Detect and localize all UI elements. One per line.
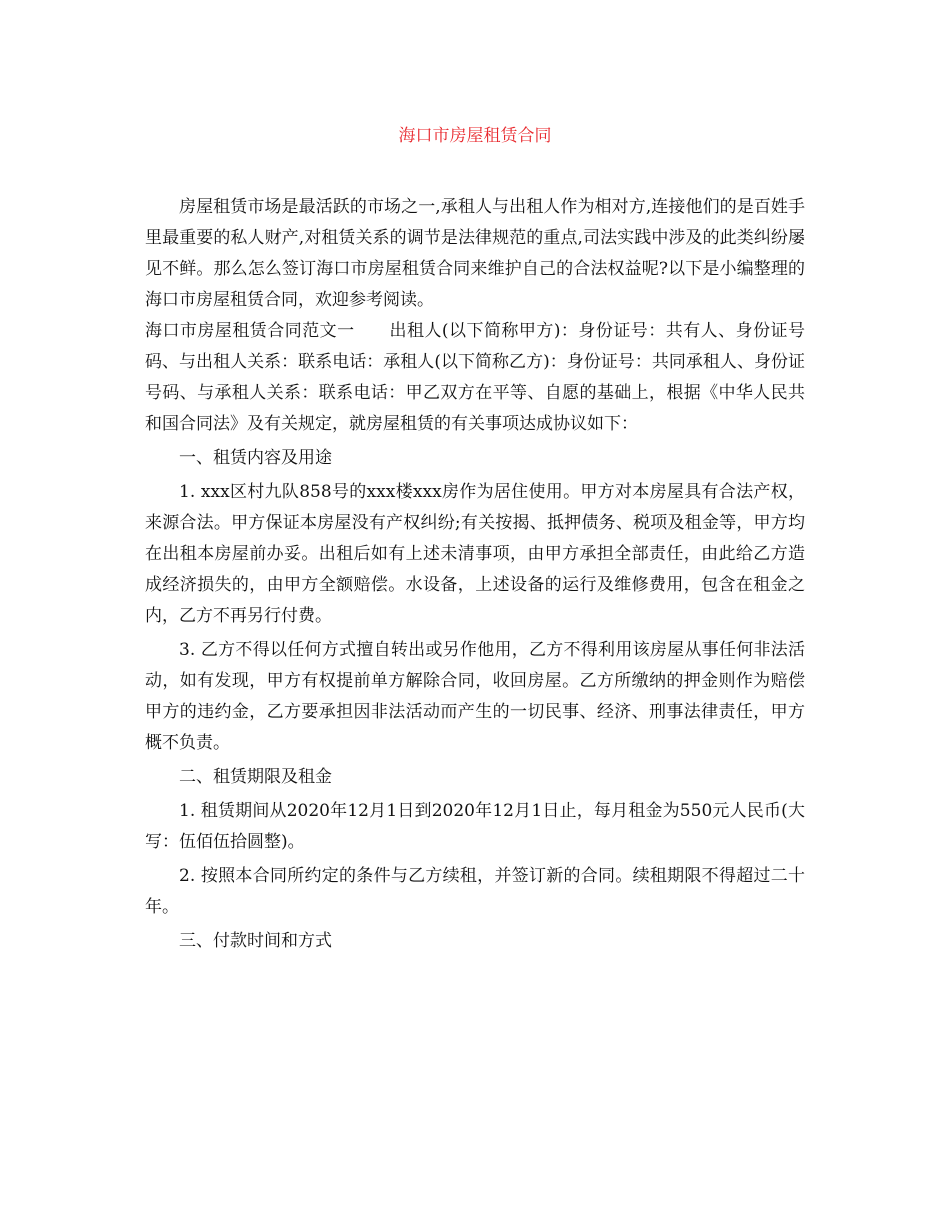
clause-2-2: 2. 按照本合同所约定的条件与乙方续租，并签订新的合同。续租期限不得超过二十年。 xyxy=(145,866,805,917)
document-body xyxy=(145,192,805,960)
parties-paragraph: 海口市房屋租赁合同范文一 出租人(以下简称甲方)：身份证号：共有人、身份证号码、与出租人关系：联系电话：承租人(以下简称乙方)：身份证号：共同承租人、身份证号码、与承租人关系：联系电话：甲乙双方在平等、自愿的基础上，根据《中华人民共和国合同法》及有关规定，就房屋租赁的有关事项达成协议如下： xyxy=(145,321,805,434)
document-title: 海口市房屋租赁合同 xyxy=(398,126,552,146)
clause-1-1: 1. xxx区村九队858号的xxx楼xxx房作为居住使用。甲方对本房屋具有合法产权，来源合法。甲方保证本房屋没有产权纠纷;有关按揭、抵押债务、税项及租金等，甲方均在出租本房屋前办妥。出租后如有上述未清事项，由甲方承担全部责任，由此给乙方造成经济损失的，由甲方全额赔偿。水设备，上述设备的运行及维修费用，包含在租金之内，乙方不再另行付费。 xyxy=(145,482,805,626)
clause-2-1: 1. 租赁期间从2020年12月1日到2020年12月1日止，每月租金为550元人民币(大写：伍佰伍拾圆整)。 xyxy=(145,801,805,852)
section-heading-1: 一、租赁内容及用途 xyxy=(179,448,332,468)
intro-paragraph: 房屋租赁市场是最活跃的市场之一,承租人与出租人作为相对方,连接他们的是百姓手里最重要的私人财产,对租赁关系的调节是法律规范的重点,司法实践中涉及的此类纠纷屡见不鲜。那么怎么签订海口市房屋租赁合同来维护自己的合法权益呢?以下是小编整理的海口市房屋租赁合同，欢迎参考阅读。 xyxy=(145,197,805,310)
clause-1-3: 3. 乙方不得以任何方式擅自转出或另作他用，乙方不得利用该房屋从事任何非法活动，如有发现，甲方有权提前单方解除合同，收回房屋。乙方所缴纳的押金则作为赔偿甲方的违约金，乙方要承担因非法活动而产生的一切民事、经济、刑事法律责任，甲方概不负责。 xyxy=(145,640,805,753)
section-heading-3: 三、付款时间和方式 xyxy=(179,931,332,951)
section-heading-2: 二、租赁期限及租金 xyxy=(179,767,332,787)
